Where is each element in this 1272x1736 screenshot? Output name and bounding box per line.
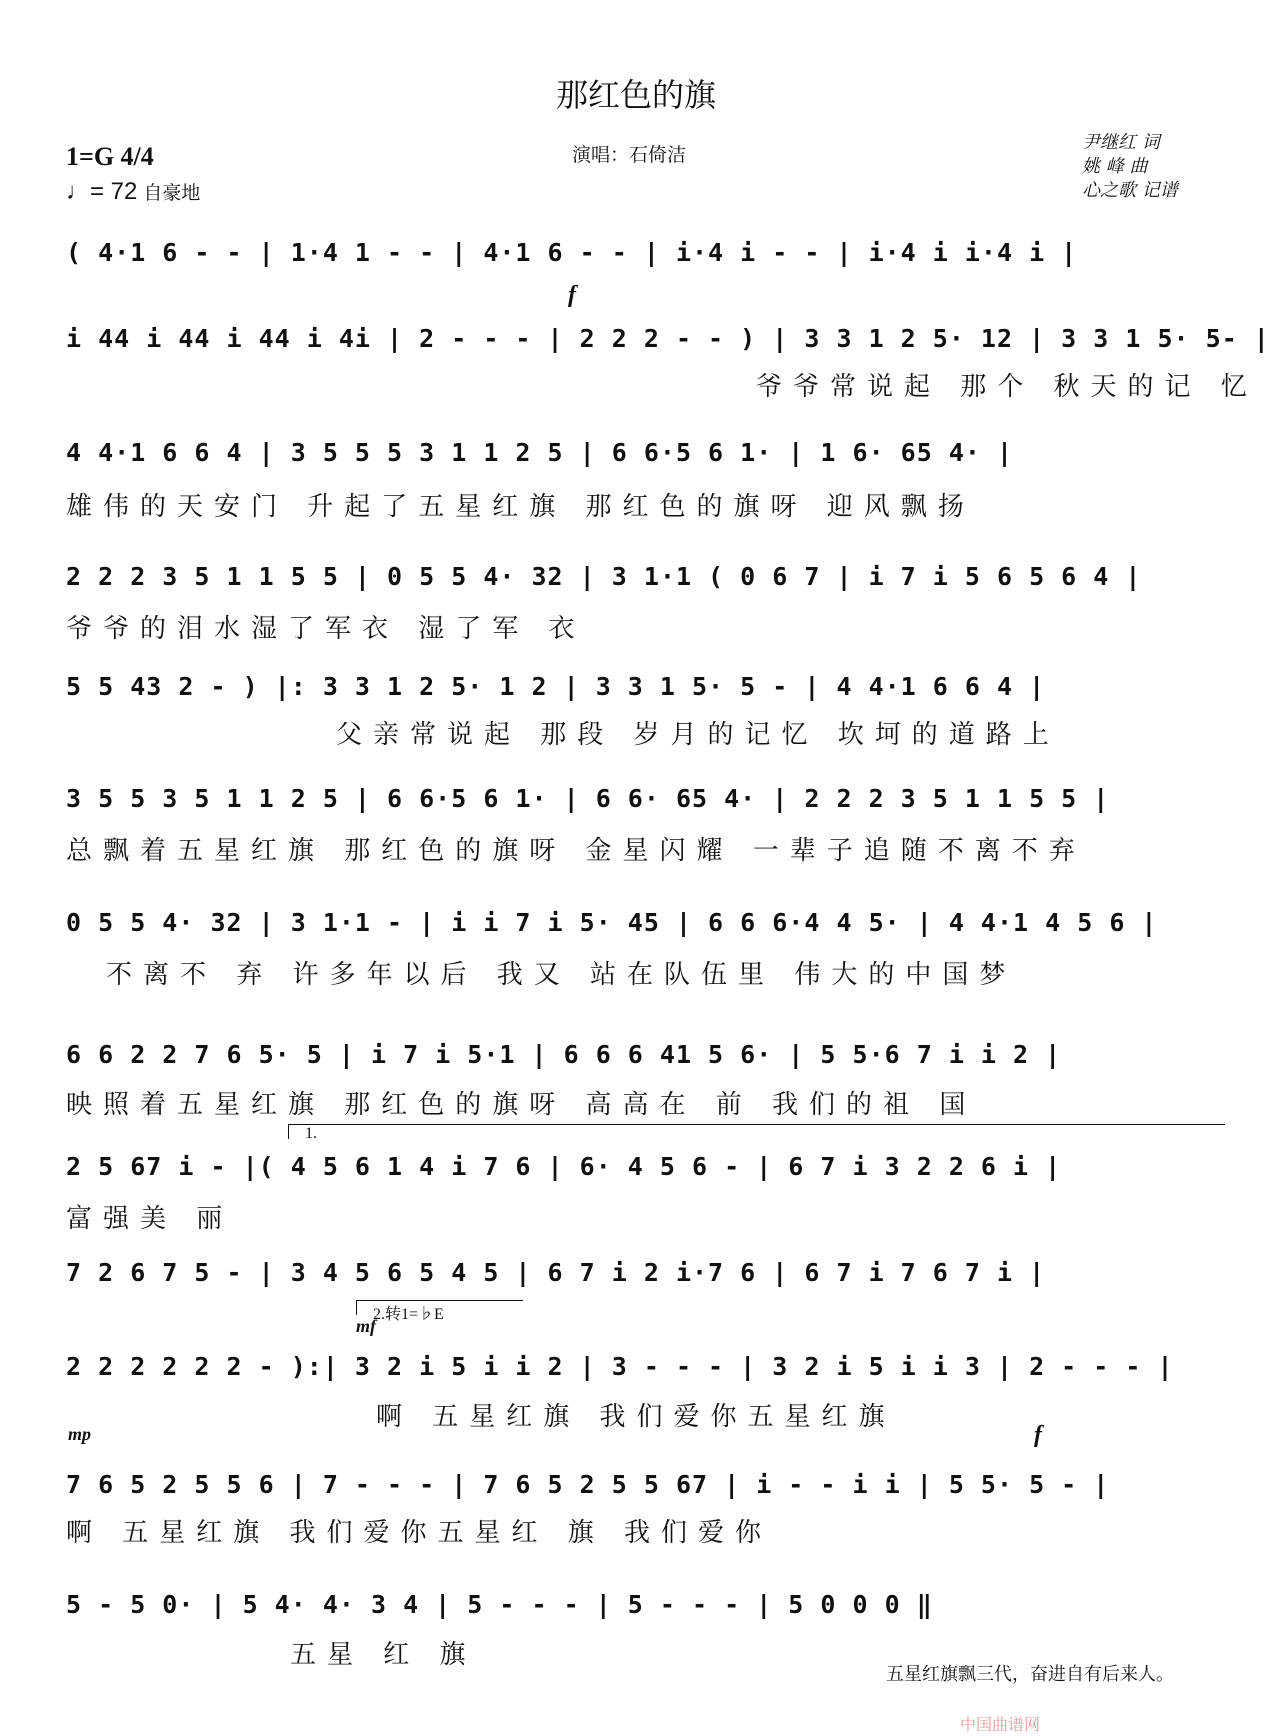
lyric-line: 父亲常说起 那段 岁月的记忆 坎坷的道路上 bbox=[336, 720, 1060, 750]
notation-line: 2 2 2 3 5 1 1 5 5 | 0 5 5 4· 32 | 3 1·1 ( 0 6 7 | i 7 i 5 6 5 6 4 | bbox=[66, 562, 1142, 591]
lyric-line: 爷爷常说起 那个 秋天的记 忆 bbox=[756, 372, 1258, 402]
notation-line: 2 5 67 i - |( 4 5 6 1 4 i 7 6 | 6· 4 5 6 - | 6 7 i 3 2 2 6 i | bbox=[66, 1152, 1062, 1181]
singer-credit: 演唱：石倚洁 bbox=[572, 144, 687, 166]
dynamic-forte-1: f bbox=[568, 282, 576, 308]
tempo-marking bbox=[66, 178, 200, 206]
tempo-value: ♩= 72 bbox=[66, 178, 138, 205]
page-title: 那红色的旗 bbox=[555, 76, 716, 114]
lyric-line: 五星 红 旗 bbox=[290, 1640, 477, 1670]
notation-line: i 44 i 44 i 44 i 4i | 2 - - - | 2 2 2 - - ) | 3 3 1 2 5· 12 | 3 3 1 5· 5- | bbox=[66, 324, 1270, 353]
notation-line: 4 4·1 6 6 4 | 3 5 5 5 3 1 1 2 5 | 6 6·5 6 1· | 1 6· 65 4· | bbox=[66, 438, 1014, 467]
notation-line: 6 6 2 2 7 6 5· 5 | i 7 i 5·1 | 6 6 6 41 5 6· | 5 5·6 7 i i 2 | bbox=[66, 1040, 1062, 1069]
lyric-line: 啊 五星红旗 我们爱你五星红 旗 我们爱你 bbox=[66, 1518, 773, 1548]
lyric-line: 映照着五星红旗 那红色的旗呀 高高在 前 我们的祖 国 bbox=[66, 1090, 977, 1120]
notation-line: 7 2 6 7 5 - | 3 4 5 6 5 4 5 | 6 7 i 2 i·7 6 | 6 7 i 7 6 7 i | bbox=[66, 1258, 1046, 1287]
notation-line: 7 6 5 2 5 5 6 | 7 - - - | 7 6 5 2 5 5 67 | i - - i i | 5 5· 5 - | bbox=[66, 1470, 1110, 1499]
lyric-line: 不离不 弃 许多年以后 我又 站在队伍里 伟大的中国梦 bbox=[106, 960, 1017, 990]
transcriber-credit: 心之歌 记谱 bbox=[1082, 180, 1178, 201]
dynamic-mezzo-piano: mp bbox=[68, 1424, 92, 1444]
expression-marking: 自豪地 bbox=[143, 182, 201, 204]
volta-second-ending: 2.转1=♭E bbox=[356, 1300, 523, 1315]
notation-line: 2 2 2 2 2 2 - ):| 3 2 i 5 i i 2 | 3 - - - | 3 2 i 5 i i 3 | 2 - - - | bbox=[66, 1352, 1174, 1381]
footnote: 五星红旗飘三代，奋进自有后来人。 bbox=[886, 1664, 1174, 1685]
key-signature: 1=G 4/4 bbox=[66, 142, 154, 171]
dynamic-mezzo-forte: mf bbox=[356, 1316, 376, 1336]
lyric-line: 爷爷的泪水湿了军衣 湿了军 衣 bbox=[66, 614, 586, 644]
lyric-line: 雄伟的天安门 升起了五星红旗 那红色的旗呀 迎风飘扬 bbox=[66, 492, 975, 522]
notation-line: ( 4·1 6 - - | 1·4 1 - - | 4·1 6 - - | i·4 i - - | i·4 i i·4 i | bbox=[66, 238, 1078, 267]
lyric-line: 富强美 丽 bbox=[66, 1204, 234, 1234]
lyric-line: 啊 五星红旗 我们爱你五星红旗 bbox=[376, 1402, 896, 1432]
lyric-line: 总飘着五星红旗 那红色的旗呀 金星闪耀 一辈子追随不离不弃 bbox=[66, 836, 1086, 866]
notation-line: 5 5 43 2 - ) |: 3 3 1 2 5· 1 2 | 3 3 1 5· 5 - | 4 4·1 6 6 4 | bbox=[66, 672, 1046, 701]
notation-line: 0 5 5 4· 32 | 3 1·1 - | i i 7 i 5· 45 | 6 6 6·4 4 5· | 4 4·1 4 5 6 | bbox=[66, 908, 1158, 937]
notation-line: 5 - 5 0· | 5 4· 4· 3 4 | 5 - - - | 5 - - - | 5 0 0 0 ‖ bbox=[66, 1590, 933, 1619]
watermark: 中国曲谱网 bbox=[960, 1715, 1041, 1734]
notation-line: 3 5 5 3 5 1 1 2 5 | 6 6·5 6 1· | 6 6· 65 4· | 2 2 2 3 5 1 1 5 5 | bbox=[66, 784, 1110, 813]
dynamic-forte-2: f bbox=[1034, 1422, 1042, 1448]
composer-credit: 姚 峰 曲 bbox=[1082, 156, 1148, 177]
lyricist-credit: 尹继红 词 bbox=[1082, 132, 1160, 153]
volta-first-ending: 1. bbox=[288, 1124, 1225, 1139]
